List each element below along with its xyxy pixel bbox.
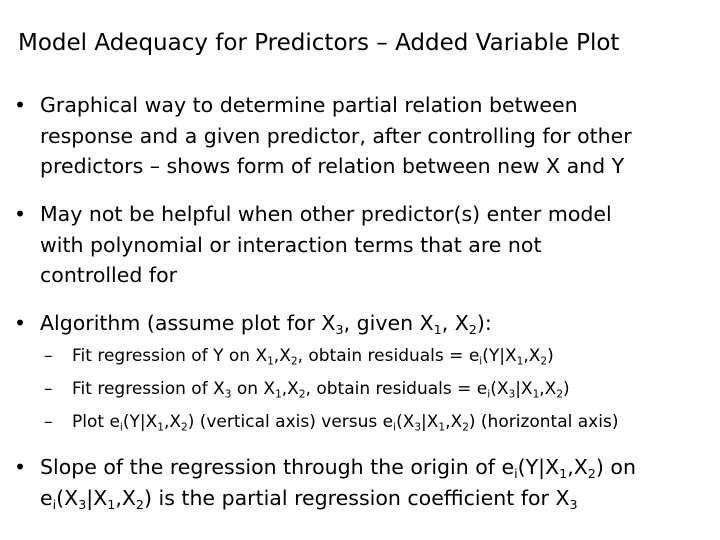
- bullet-item: [14, 90, 714, 182]
- slope-line-2: $e_i(X_3|X_1,X_2)$ is the partial regression coefficient for $X_3$: [40, 485, 578, 512]
- bullet-line: response and a given predictor, after controlling for other: [40, 123, 632, 148]
- bullet-line: Graphical way to determine partial relation between: [40, 93, 578, 117]
- bullet-slope: [14, 452, 714, 513]
- bullet-line: predictors – shows form of relation between new X and Y: [40, 154, 625, 178]
- bullet-dot-icon: •: [14, 93, 27, 117]
- bullet-line: controlled for: [40, 263, 178, 287]
- bullet-item: [14, 199, 714, 291]
- algorithm-line: Algorithm (assume plot for $X_3$, given $X_1$, $X_2$):: [40, 311, 492, 338]
- bullet-line: with polynomial or interaction terms that are not: [40, 232, 542, 257]
- slide-title: Model Adequacy for Predictors – Added Variable Plot: [18, 30, 620, 56]
- slope-line-1: Slope of the regression through the origin of $e_i(Y|X_1,X_2)$ on: [40, 455, 636, 482]
- step-item-3: – Plot $e_i(Y|X_1,X_2)$ (vertical axis) versus $e_i(X_3|X_1,X_2)$ (horizontal axis): [44, 412, 619, 434]
- bullet-line: May not be helpful when other predictor(s) enter model: [40, 202, 612, 226]
- algorithm-steps: [14, 344, 714, 435]
- bullet-dot-icon: •: [14, 202, 27, 226]
- bullet-graphical-way: [14, 90, 714, 182]
- bullet-dot-icon: •: [14, 311, 27, 335]
- dash-icon: –: [44, 379, 53, 399]
- bullet-may-not-be-helpful: [14, 199, 714, 291]
- bullet-dot-icon: •: [14, 455, 27, 479]
- dash-icon: –: [44, 412, 53, 432]
- dash-icon: –: [44, 346, 53, 366]
- step-item-1: – Fit regression of Y on $X_1,X_2$, obtain residuals = $e_i(Y|X_1,X_2)$: [44, 346, 554, 368]
- bullet-item: [14, 452, 714, 513]
- bullet-item: [14, 308, 714, 339]
- bullet-algorithm: [14, 308, 714, 339]
- step-item-2: – Fit regression of $X_3$ on $X_1,X_2$, obtain residuals = $e_i(X_3|X_1,X_2)$: [44, 379, 570, 401]
